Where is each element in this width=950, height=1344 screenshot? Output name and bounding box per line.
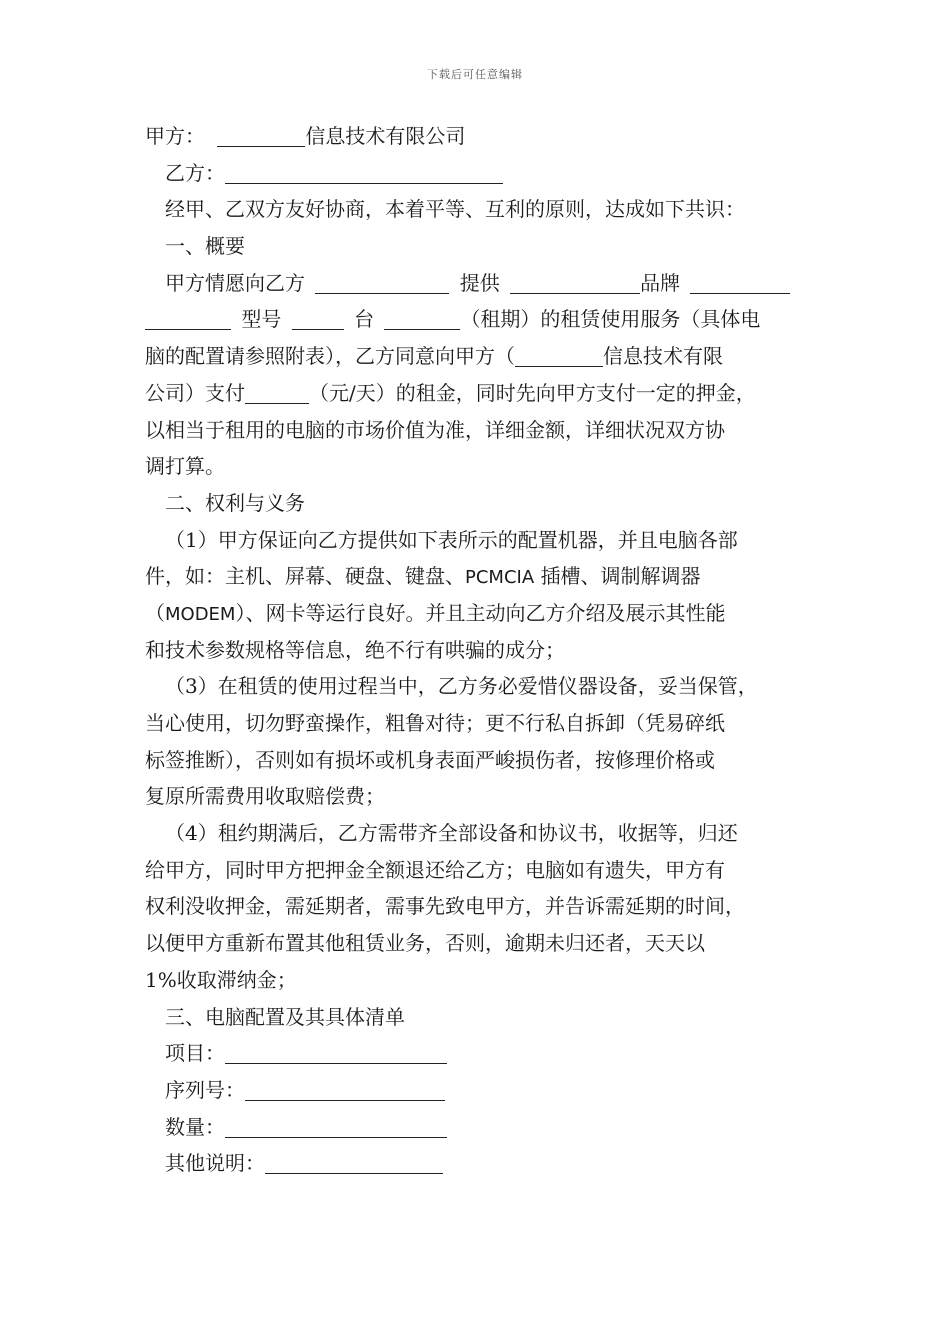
s2-text: 插槽、调制解调器 [540,564,701,589]
s1-text: 提供 [459,270,500,295]
section1-line4 [145,375,813,412]
rent-blank[interactable] [245,381,309,404]
item-blank[interactable] [225,1041,447,1064]
qty-blank[interactable] [384,307,460,330]
s2-p4-line3: 权利没收押金，需延期者，需事先致电甲方，并告诉需延期的时间， [145,894,745,919]
supply-blank[interactable] [315,271,449,294]
section3-heading: 三、电脑配置及其具体清单 [165,1004,405,1029]
section2-heading: 二、权利与义务 [165,490,305,515]
party-b-line [145,155,813,192]
s2-p1-line1: （1）甲方保证向乙方提供如下表所示的配置机器，并且电脑各部 [165,527,738,552]
s2-p3-line2: 当心使用，切勿野蛮操作，粗鲁对待；更不行私自拆卸（凭易碎纸 [145,711,725,735]
serial-line [145,1072,813,1109]
page-header-note: 下载后可任意编辑 [427,68,523,81]
contract-document [145,118,813,1182]
s2-p3-line3: 标签推断），否则如有损坏或机身表面严峻损伤者，按修理价格或 [145,747,715,772]
s1-text: 甲方情愿向乙方 [165,270,305,295]
s1-text: （元/天）的租金，同时先向甲方支付一定的押金， [309,380,756,405]
other-label: 其他说明： [165,1151,265,1176]
section1-heading: 一、概要 [165,234,245,259]
supply-item-blank[interactable] [510,271,640,294]
s2-text: MODEM [165,603,236,625]
s1-text: 型号 [241,307,282,332]
serial-label: 序列号： [165,1077,245,1102]
qty-label: 数量： [165,1114,225,1139]
s2-text: 件，如：主机、屏幕、硬盘、键盘、 [145,564,465,589]
s2-text: （ [145,600,165,625]
other-blank[interactable] [265,1151,443,1174]
s2-p3-line1: （3）在租赁的使用过程当中，乙方务必爱惜仪器设备，妥当保管， [165,674,758,699]
brand-cont-blank[interactable] [145,307,231,330]
item-line [145,1035,813,1072]
item-label: 项目： [165,1041,225,1066]
s2-text: ）、网卡等运行良好。并且主动向乙方介绍及展示其性能 [235,600,726,625]
qty-list-blank[interactable] [225,1115,447,1138]
serial-blank[interactable] [245,1078,445,1101]
s1-text: 信息技术有限 [603,344,723,369]
brand-blank[interactable] [690,271,790,294]
s2-p4-line5: 1%收取滞纳金； [145,967,297,992]
section1-line3 [145,338,813,375]
intro-line: 经甲、乙双方友好协商，本着平等、互利的原则，达成如下共识： [165,197,745,222]
party-a-company-blank[interactable] [515,344,603,367]
s1-text: 公司）支付 [145,380,245,405]
s2-p1-line3 [145,595,813,632]
party-a-name: 信息技术有限公司 [305,124,466,148]
party-a-blank[interactable] [217,124,305,147]
s2-p1-line2 [145,558,813,595]
party-b-blank[interactable] [225,161,503,184]
s2-p4-line2: 给甲方，同时甲方把押金全额退还给乙方；电脑如有遗失，甲方有 [145,857,725,882]
section1-line6: 调打算。 [145,454,225,479]
s2-p4-line1: （4）租约期满后，乙方需带齐全部设备和协议书，收据等，归还 [165,821,738,846]
qty-line [145,1109,813,1146]
section1-line5: 以相当于租用的电脑的市场价值为准，详细金额，详细状况双方协 [145,417,725,442]
s1-text: （租期）的租赁使用服务（具体电 [460,307,761,332]
s1-text: 台 [354,307,375,332]
s1-text: 品牌 [640,270,681,295]
s2-p1-line4: 和技术参数规格等信息，绝不行有哄骗的成分； [145,637,565,662]
s2-text: PCMCIA [465,567,535,589]
other-line [145,1145,813,1182]
s2-p3-line4: 复原所需费用收取赔偿费； [145,784,385,809]
model-blank[interactable] [292,307,344,330]
party-b-label: 乙方： [165,160,225,185]
section1-line1 [145,265,813,302]
s2-p4-line4: 以便甲方重新布置其他租赁业务，否则，逾期未归还者，天天以 [145,931,705,956]
party-a-line [145,118,813,155]
s1-text: 脑的配置请参照附表），乙方同意向甲方（ [145,344,515,369]
section1-line2 [145,301,813,338]
party-a-label: 甲方： [145,124,205,148]
